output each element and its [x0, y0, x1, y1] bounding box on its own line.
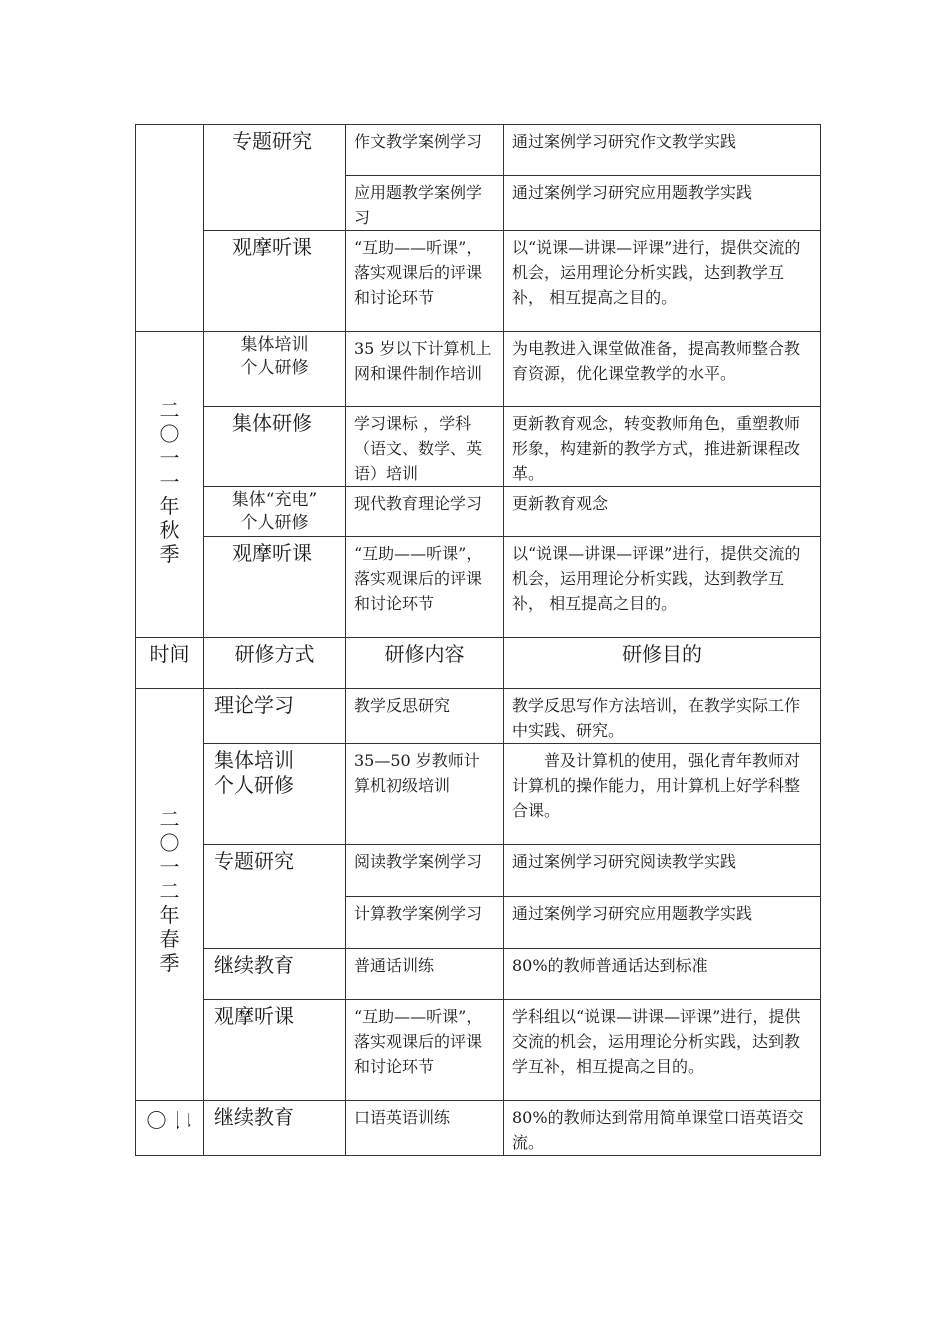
- goal-cell: 更新教育观念: [504, 487, 821, 537]
- method-cell: 观摩听课: [204, 1000, 346, 1101]
- content-cell: 普通话训练: [346, 949, 504, 1000]
- table-row: [136, 744, 821, 845]
- goal-cell: 更新教育观念，转变教师角色，重塑教师形象，构建新的教学方式，推进新课程改革。: [504, 407, 821, 487]
- table-row: [136, 332, 821, 407]
- goal-cell: 通过案例学习研究阅读教学实践: [504, 845, 821, 897]
- content-cell: 应用题教学案例学习: [346, 176, 504, 231]
- content-cell: “互助——听课”，落实观课后的评课和讨论环节: [346, 1000, 504, 1101]
- goal-cell: 以“说课—讲课—评课”进行，提供交流的机会，运用理论分析实践，达到教学互补， 相互提高之目的。: [504, 537, 821, 638]
- content-cell: 学习课标 ，学科（语文、数学、英语）培训: [346, 407, 504, 487]
- content-cell: 口语英语训练: [346, 1101, 504, 1156]
- method-cell: 继续教育: [204, 949, 346, 1000]
- method-cell: 专题研究: [204, 845, 346, 949]
- table-row: [136, 537, 821, 638]
- goal-cell: 通过案例学习研究作文教学实践: [504, 125, 821, 176]
- method-cell: 集体培训 个人研修: [204, 744, 346, 845]
- goal-cell: 通过案例学习研究应用题教学实践: [504, 176, 821, 231]
- method-cell: 观摩听课: [204, 537, 346, 638]
- table-row: [136, 1000, 821, 1101]
- method-cell: 观摩听课: [204, 231, 346, 332]
- time-vertical-label: 二 〇 一 一 年 秋 季: [159, 398, 180, 566]
- content-cell: 阅读教学案例学习: [346, 845, 504, 897]
- content-cell: 计算教学案例学习: [346, 897, 504, 949]
- content-cell: “互助——听课”，落实观课后的评课和讨论环节: [346, 231, 504, 332]
- method-cell: 继续教育: [204, 1101, 346, 1156]
- content-cell: 现代教育理论学习: [346, 487, 504, 537]
- table-header-row: [136, 638, 821, 689]
- time-cell-autumn: [136, 332, 204, 638]
- time-cell-spring: [136, 689, 204, 1101]
- table-row: [136, 231, 821, 332]
- time-cell-last: 〇 二: [136, 1101, 204, 1156]
- content-cell: 作文教学案例学习: [346, 125, 504, 176]
- content-cell: “互助——听课”，落实观课后的评课和讨论环节: [346, 537, 504, 638]
- content-cell: 35 岁以下计算机上网和课件制作培训: [346, 332, 504, 407]
- table-row: [136, 845, 821, 897]
- header-method: 研修方式: [204, 638, 346, 689]
- goal-cell: 以“说课—讲课—评课”进行，提供交流的机会，运用理论分析实践，达到教学互补， 相互提高之目的。: [504, 231, 821, 332]
- table-row: [136, 689, 821, 744]
- goal-cell: 教学反思写作方法培训，在教学实际工作中实践、研究。: [504, 689, 821, 744]
- content-cell: 35—50 岁教师计算机初级培训: [346, 744, 504, 845]
- method-cell: 集体培训 个人研修: [204, 332, 346, 407]
- header-content: 研修内容: [346, 638, 504, 689]
- method-cell: 集体“充电” 个人研修: [204, 487, 346, 537]
- time-vertical-label: 二 〇 一 二 年 春 季: [159, 807, 180, 975]
- method-cell: 理论学习: [204, 689, 346, 744]
- goal-cell: 学科组以“说课—讲课—评课”进行，提供交流的机会，运用理论分析实践，达到教学互补，相互提高之目的。: [504, 1000, 821, 1101]
- training-plan-table: [135, 124, 821, 1156]
- content-cell: 教学反思研究: [346, 689, 504, 744]
- table-row: [136, 487, 821, 537]
- goal-cell: 普及计算机的使用，强化青年教师对计算机的操作能力，用计算机上好学科整合课。: [504, 744, 821, 845]
- goal-cell: 为电教进入课堂做准备，提高教师整合教育资源，优化课堂教学的水平。: [504, 332, 821, 407]
- goal-cell: 80%的教师达到常用简单课堂口语英语交流。: [504, 1101, 821, 1156]
- table-row: [136, 125, 821, 176]
- header-goal: 研修目的: [504, 638, 821, 689]
- time-cell: [136, 125, 204, 332]
- goal-cell: 通过案例学习研究应用题教学实践: [504, 897, 821, 949]
- table-row: [136, 407, 821, 487]
- method-cell: 专题研究: [204, 125, 346, 231]
- table-row: [136, 1101, 821, 1156]
- method-cell: 集体研修: [204, 407, 346, 487]
- table-row: [136, 949, 821, 1000]
- goal-cell: 80%的教师普通话达到标准: [504, 949, 821, 1000]
- header-time: 时间: [136, 638, 204, 689]
